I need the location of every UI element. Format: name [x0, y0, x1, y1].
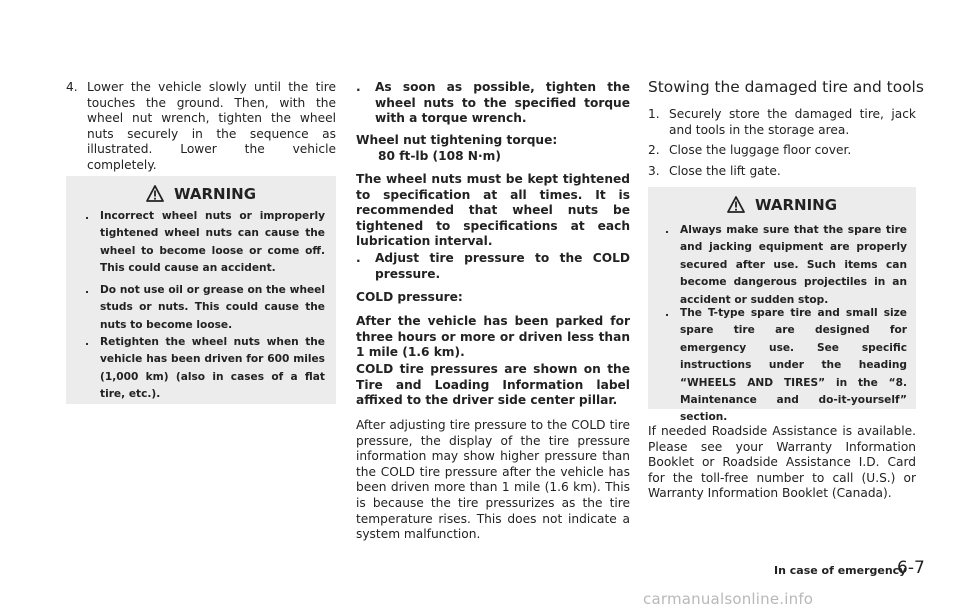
cold-paragraph: After the vehicle has been parked for three hours or more or driven less than 1 mile (1.6 km). [356, 314, 630, 360]
warning-title: WARNING [754, 196, 838, 214]
bullet: . [356, 80, 361, 94]
warning-title: WARNING [173, 185, 257, 203]
warning-item [665, 305, 907, 427]
warning-item-text: Do not use oil or grease on the wheel studs or nuts. This could cause the nuts to become loose. [100, 284, 325, 331]
step-text: Securely store the damaged tire, jack and tools in the storage area. [669, 107, 916, 137]
bullet-text: Adjust tire pressure to the COLD pressure. [375, 251, 630, 281]
bullet: . [85, 336, 90, 348]
bullet-text: As soon as possible, tighten the wheel nuts to the specified torque with a torque wrench. [375, 80, 630, 126]
torque-spec [356, 133, 630, 164]
warning-item [85, 282, 325, 334]
warning-box-left [66, 176, 336, 404]
torque-value: 80 ft-lb (108 N·m) [378, 148, 501, 163]
warning-item-text: The T-type spare tire and small size spare tire are designed for emergency use. See specific instructions under the heading “WHEELS AND TIRES” in the “8. Maintenance and do-it-yourself” section. [680, 307, 907, 424]
warning-item-text: Always make sure that the spare tire and jacking equipment are properly secured after use. Such items can become dangerous projectiles in an accident or sudden stop. [680, 224, 907, 306]
watermark: carmanualsonline.info [643, 590, 814, 608]
bullet: . [665, 307, 670, 319]
bullet: . [85, 284, 90, 296]
warning-heading [648, 196, 916, 214]
label-paragraph: COLD tire pressures are shown on the Tire and Loading Information label affixed to the driver side center pillar. [356, 362, 630, 408]
cold-label: COLD pressure: [356, 290, 463, 304]
footer-section-label: In case of emergency [774, 564, 907, 577]
torque-label: Wheel nut tightening torque: [356, 133, 558, 147]
bullet: . [85, 210, 90, 222]
bullet-tighten [356, 80, 630, 127]
torque-paragraph: The wheel nuts must be kept tightened to specification at all times. It is recommended that wheel nuts be tightened to specifications at each lubrication interval. [356, 172, 630, 249]
page-number: 6-7 [897, 558, 925, 578]
section-title: Stowing the damaged tire and tools [648, 78, 924, 96]
stow-step-3 [648, 164, 916, 180]
after-adjust-paragraph: After adjusting tire pressure to the COLD tire pressure, the display of the tire pressure information may show higher pressure than the COLD tire pressure after the vehicle has been driven more than 1 mile (1.6 km). This is because the tire pressurizes as the tire temperature rises. This does not indicate a system malfunction. [356, 418, 630, 542]
stow-step-2 [648, 143, 916, 159]
bullet: . [665, 224, 670, 236]
step-4 [66, 80, 336, 174]
step-text: Close the lift gate. [669, 164, 781, 178]
warning-item [85, 334, 325, 404]
step-number: 4. [66, 80, 78, 94]
warning-item [665, 222, 907, 309]
step-text: Lower the vehicle slowly until the tire touches the ground. Then, with the wheel nut wrench, tighten the wheel nuts securely in the sequence as illustrated. Lower the vehicle completely. [87, 80, 336, 172]
step-text: Close the luggage floor cover. [669, 143, 852, 157]
bullet-adjust [356, 251, 630, 282]
warning-item-text: Retighten the wheel nuts when the vehicle has been driven for 600 miles (1,000 km) (also in cases of a flat tire, etc.). [100, 336, 325, 401]
step-number: 2. [648, 143, 660, 157]
stow-step-1 [648, 107, 916, 138]
assistance-paragraph: If needed Roadside Assistance is available. Please see your Warranty Information Booklet or Roadside Assistance I.D. Card for the toll-free number to call (U.S.) or Warranty Information Booklet (Canada). [648, 424, 916, 501]
warning-icon [146, 185, 164, 202]
warning-heading [66, 185, 336, 203]
bullet: . [356, 251, 361, 265]
warning-box-right [648, 187, 916, 424]
warning-icon [727, 196, 745, 213]
warning-item [85, 208, 325, 278]
warning-item-text: Incorrect wheel nuts or improperly tightened wheel nuts can cause the wheel to become loose or come off. This could cause an accident. [100, 210, 325, 275]
step-number: 1. [648, 107, 660, 121]
step-number: 3. [648, 164, 660, 178]
